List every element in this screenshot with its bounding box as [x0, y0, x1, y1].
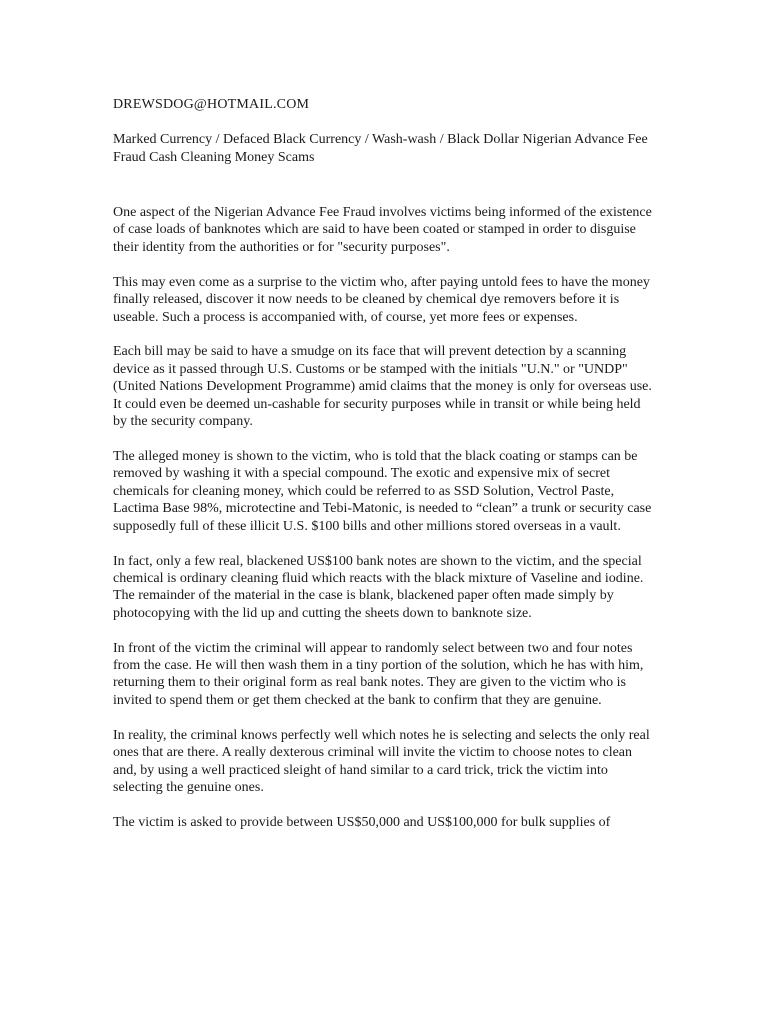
paragraph-8: The victim is asked to provide between US$50,000 and US$100,000 for bulk supplies of: [113, 814, 611, 830]
paragraph-7: In reality, the criminal knows perfectly well which notes he is selecting and selects the only real ones that are there. A really dexterous criminal will invite the victim to choose notes to clean and, by using a well practiced sleight of hand similar to a card trick, trick the victim into selecting the genuine ones.: [113, 727, 650, 795]
paragraph-3: Each bill may be said to have a smudge on its face that will prevent detection by a scanning device as it passed through U.S. Customs or be stamped with the initials "U.N." or "UNDP" (United Nations Development Programme) amid claims that the money is only for overseas use. It could even be deemed un-cashable for security purposes while in transit or while being held by the security company.: [113, 344, 652, 430]
document-page: [113, 96, 658, 849]
paragraph-5: In fact, only a few real, blackened US$100 bank notes are shown to the victim, and the special chemical is ordinary cleaning fluid which reacts with the black mixture of Vaseline and iodine. The remainder of the material in the case is blank, blackened paper often made simply by photocopying with the lid up and cutting the sheets down to banknote size.: [113, 553, 644, 621]
paragraph-2: This may even come as a surprise to the victim who, after paying untold fees to have the money finally released, discover it now needs to be cleaned by chemical dye removers before it is useable. Such a process is accompanied with, of course, yet more fees or expenses.: [113, 274, 650, 325]
paragraph-1: One aspect of the Nigerian Advance Fee Fraud involves victims being informed of the existence of case loads of banknotes which are said to have been coated or stamped in order to disguise their identity from the authorities or for "security purposes".: [113, 205, 652, 255]
paragraph-6: In front of the victim the criminal will appear to randomly select between two and four notes from the case. He will then wash them in a tiny portion of the solution, which he has with him, returning them to their original form as real bank notes. They are given to the victim who is invited to spend them or get them checked at the bank to confirm that they are genuine.: [113, 640, 644, 708]
author-email: DREWSDOG@HOTMAIL.COM: [113, 97, 310, 112]
document-title: Marked Currency / Defaced Black Currency / Wash-wash / Black Dollar Nigerian Advance Fee Fraud Cash Cleaning Money Scams: [113, 132, 648, 165]
paragraph-4: The alleged money is shown to the victim, who is told that the black coating or stamps can be removed by washing it with a special compound. The exotic and expensive mix of secret chemicals for cleaning money, which could be referred to as SSD Solution, Vectrol Paste, Lactima Base 98%, microtectine and Tebi-Matonic, is needed to “clean” a trunk or security case supposedly full of these illicit U.S. $100 bills and other millions stored overseas in a vault.: [113, 448, 652, 534]
